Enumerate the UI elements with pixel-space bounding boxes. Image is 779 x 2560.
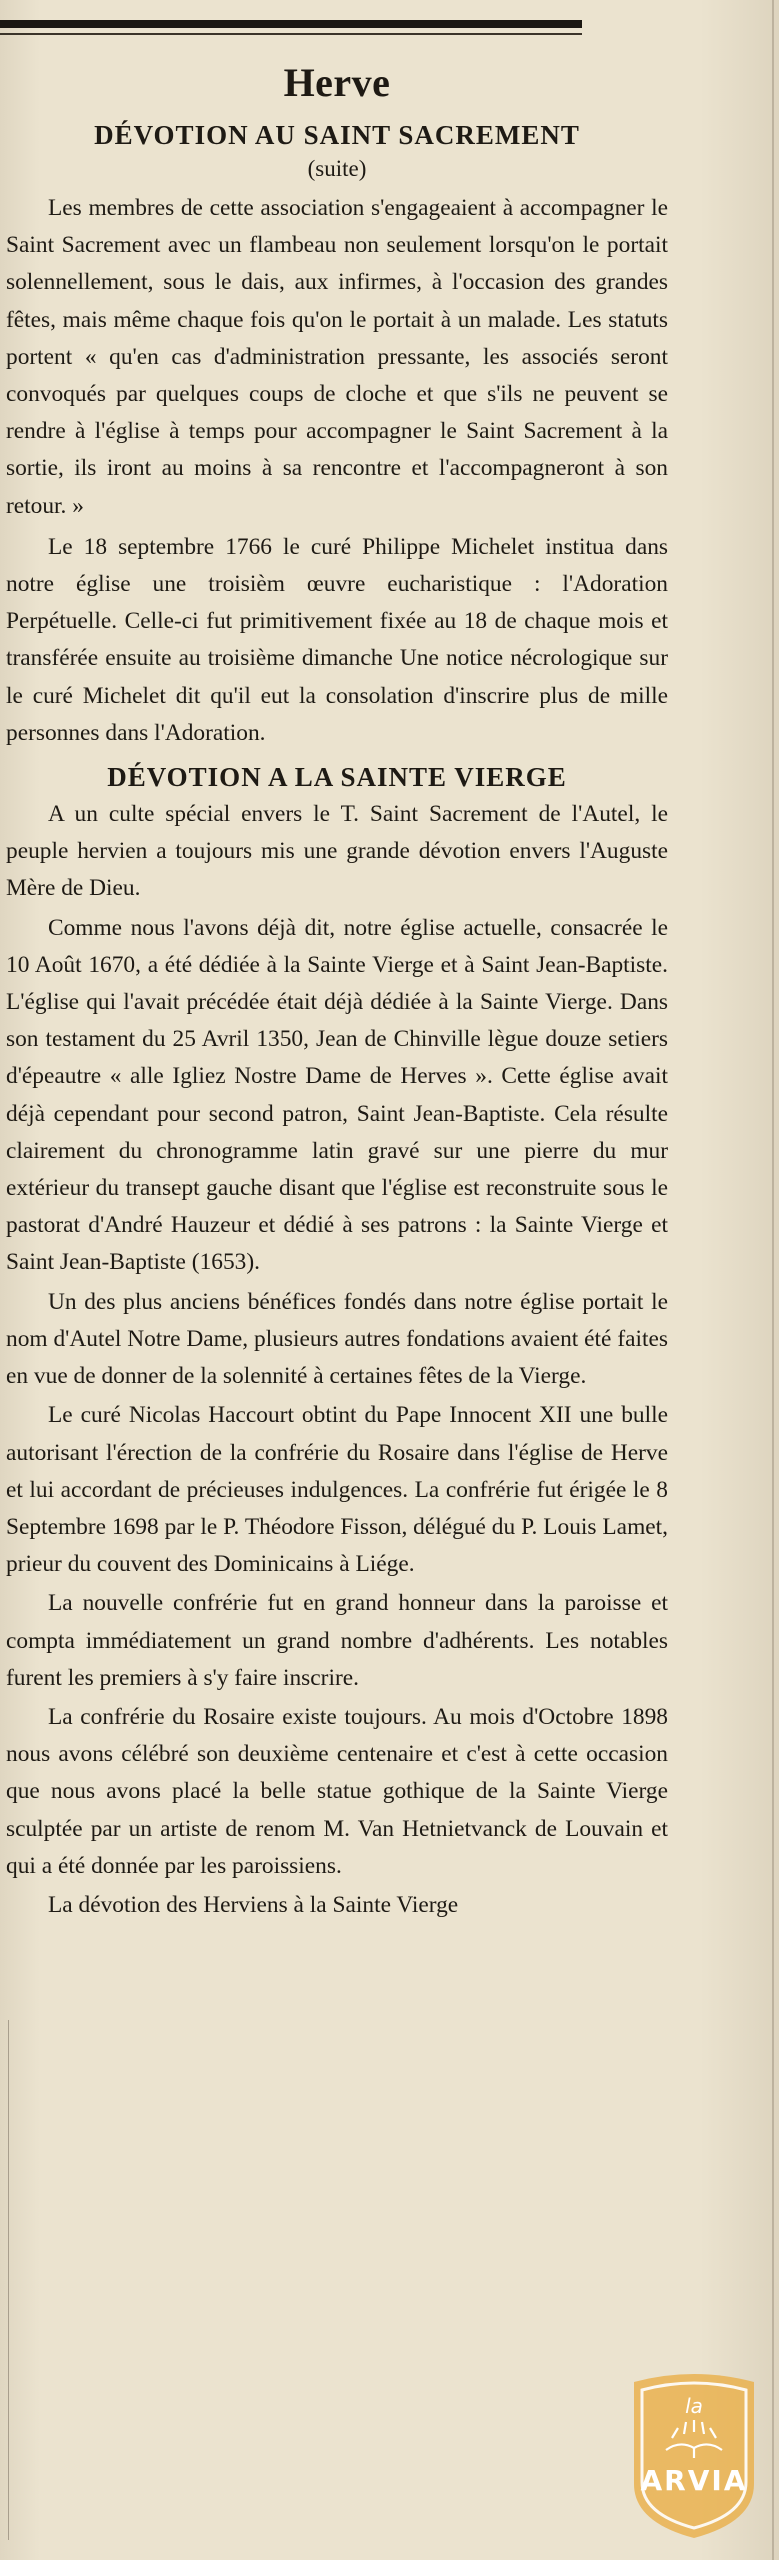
section-title-saint-sacrement: DÉVOTION AU SAINT SACREMENT xyxy=(94,120,580,150)
paragraph: Un des plus anciens bénéfices fondés dans notre église portait le nom d'Autel Notre Dame, plusieurs autres fondations avaient été faites en vue de donner de la solennité à certaines fêtes de la Vierge. xyxy=(6,1288,668,1390)
watermark-brand: ARVIA xyxy=(640,2464,748,2497)
column-margin-line xyxy=(8,2020,9,2540)
paragraph: La nouvelle confrérie fut en grand honneur dans la paroisse et compta immédiatement un grand nombre d'adhérents. Les notables furent les premiers à s'y faire inscrire. xyxy=(6,1590,668,1691)
paragraph: La confrérie du Rosaire existe toujours. Au mois d'Octobre 1898 nous avons célébré son deuxième centenaire et c'est à cette occasion que nous avons placé la belle statue gothique de la Sainte Vierge sculptée par un artiste de renom M. Van Hetnietvanck de Louvain et qui a été donnée par les paroissiens. xyxy=(6,1703,668,1879)
top-rule-thin xyxy=(0,33,582,35)
arvia-watermark-logo xyxy=(626,2372,762,2542)
section-title-sainte-vierge: DÉVOTION A LA SAINTE VIERGE xyxy=(107,762,567,793)
watermark-top-text: la xyxy=(685,2394,703,2418)
paragraph: Le 18 septembre 1766 le curé Philippe Michelet institua dans notre église une troisièm œuvre eucharistique : l'Adoration Perpétuelle. Celle-ci fut primitivement fixée au 18 de chaque mois et transférée ensuite au troisième dimanche Une notice nécrologique sur le curé Michelet dit qu'il eut la consolation d'inscrire plus de mille personnes dans l'Adoration. xyxy=(6,533,668,746)
cutoff-line: La dévotion des Herviens à la Sainte Vierge xyxy=(48,1891,459,1918)
page-edge-line xyxy=(772,0,774,2560)
paragraph: A un culte spécial envers le T. Saint Sacrement de l'Autel, le peuple hervien a toujours mis une grande dévotion envers l'Auguste Mère de Dieu. xyxy=(6,801,668,902)
article-column xyxy=(6,58,668,1924)
section-subtitle: (suite) xyxy=(307,156,367,181)
paragraph: Les membres de cette association s'engageaient à accompagner le Saint Sacrement avec un flambeau non seulement lorsqu'on le portait solennellement, sous le dais, aux infirmes, à l'occasion des grandes fêtes, mais même chaque fois qu'on le portait à un malade. Les statuts portent « qu'en cas d'administration pressante, les associés seront convoqués par quelques coups de cloche et que s'ils ne peuvent se rendre à l'église à temps pour accompagner le Saint Sacrement à la sortie, ils iront au moins à sa rencontre et l'accompagneront à son retour. » xyxy=(6,195,668,519)
paragraph: Le curé Nicolas Haccourt obtint du Pape Innocent XII une bulle autorisant l'érection de la confrérie du Rosaire dans l'église de Herve et lui accordant de précieuses indulgences. La confrérie fut érigée le 8 Septembre 1698 par le P. Théodore Fisson, délégué du P. Louis Lamet, prieur du couvent des Dominicains à Liége. xyxy=(6,1402,668,1578)
article-heading: Herve xyxy=(283,60,391,105)
paragraph: Comme nous l'avons déjà dit, notre église actuelle, consacrée le 10 Août 1670, a été dédiée à la Sainte Vierge et à Saint Jean-Baptiste. L'église qui l'avait précédée était déjà dédiée à la Sainte Vierge. Dans son testament du 25 Avril 1350, Jean de Chinville lègue douze setiers d'épeautre « alle Igliez Nostre Dame de Herves ». Cette église avait déjà cependant pour second patron, Saint Jean-Baptiste. Cela résulte clairement du chronogramme latin gravé sur une pierre du mur extérieur du transept gauche disant que l'église est reconstruite sous le pastorat d'André Hauzeur et dédié à ses patrons : la Sainte Vierge et Saint Jean-Baptiste (1653). xyxy=(6,914,668,1276)
top-rule xyxy=(0,20,582,28)
